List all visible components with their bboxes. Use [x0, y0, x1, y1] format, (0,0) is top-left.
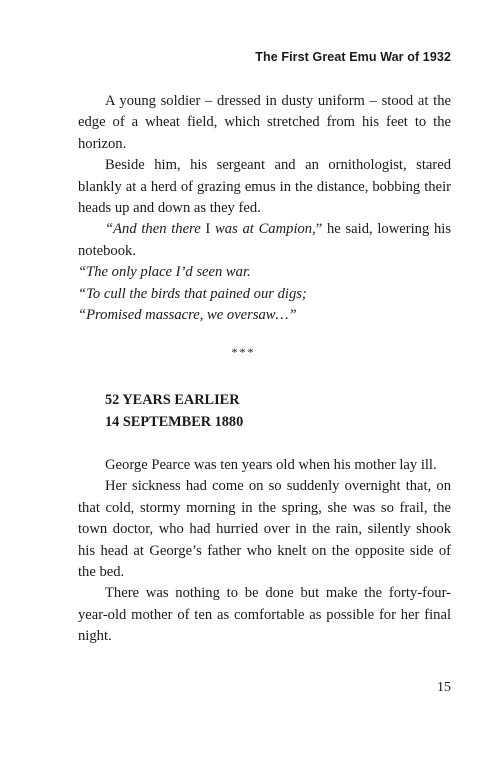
scene-separator: ***	[231, 345, 256, 359]
paragraph-quote	[78, 219, 451, 262]
verse-line: “To cull the birds that pained our digs;	[78, 285, 307, 302]
verse-line: “The only place I’d seen war.	[78, 264, 251, 281]
verse-line: “Promised massacre, we oversaw…”	[78, 307, 297, 324]
chapter-heading-date: 14 SEPTEMBER 1880	[105, 414, 244, 430]
paragraph: Beside him, his sergeant and an ornithologist, stared blankly at a herd of grazing emus in the distance, bobbing their heads up and down as they fed.	[78, 157, 451, 217]
paragraph: George Pearce was ten years old when his mother lay ill.	[105, 457, 437, 473]
running-head: The First Great Emu War of 1932	[255, 50, 451, 64]
chapter-body	[78, 455, 451, 648]
quote-part: “And then there	[105, 221, 206, 238]
quote-roman-i: I	[205, 221, 211, 238]
paragraph: Her sickness had come on so suddenly overnight that, on that cold, stormy morning in the spring, she was so frail, the town doctor, who had hurried over in the rain, silently shook his head at George’s father who knelt on the opposite side of the bed.	[78, 478, 451, 581]
chapter-heading-time: 52 YEARS EARLIER	[105, 392, 240, 408]
page-number: 15	[437, 680, 451, 695]
paragraph: A young soldier – dressed in dusty uniform – stood at the edge of a wheat field, which stretched from his feet to the horizon.	[78, 93, 451, 152]
quote-part: was at Campion,	[210, 221, 316, 238]
paragraph: There was nothing to be done but make the forty-four-year-old mother of ten as comfortable as possible for her final night.	[78, 585, 451, 645]
quote-tail: ” he said, lowering his notebook.	[78, 221, 452, 259]
opening-passage	[78, 91, 451, 326]
